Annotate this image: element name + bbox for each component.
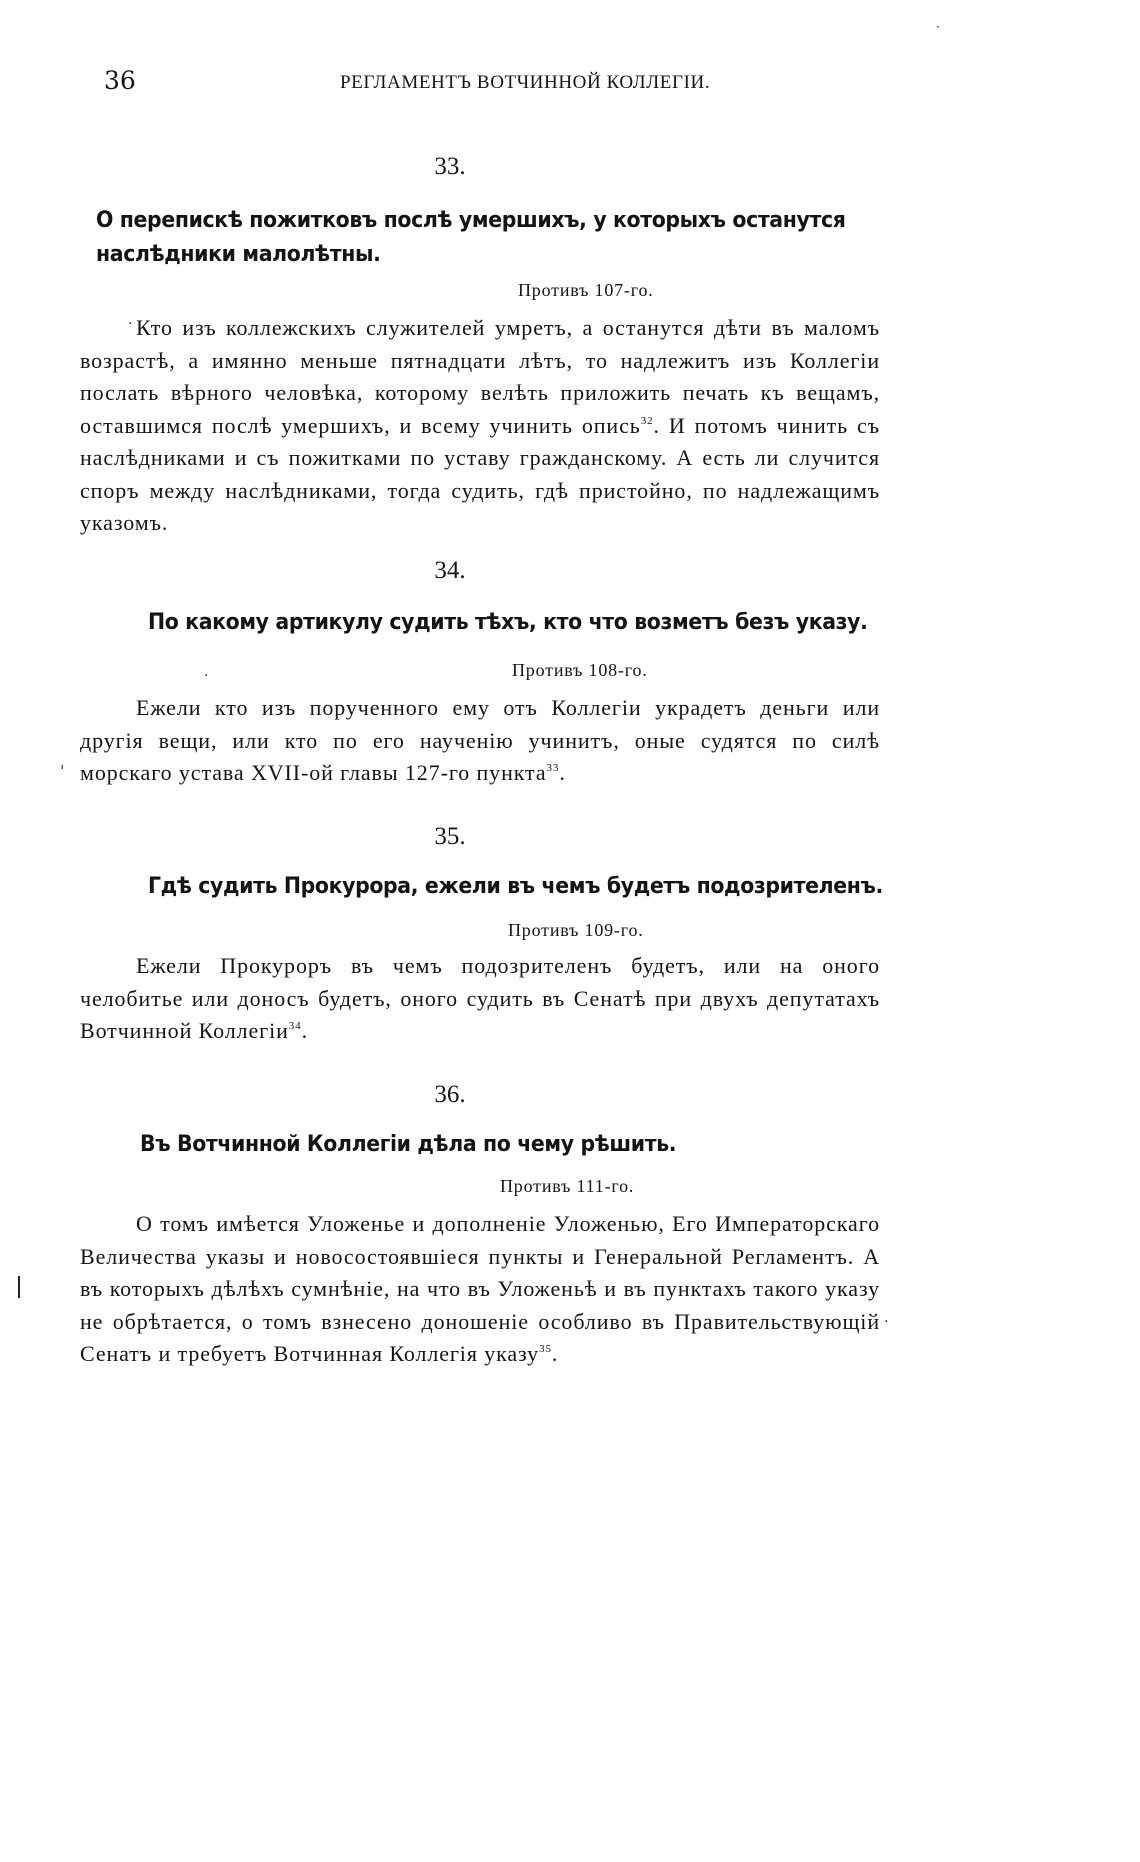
section-text-main: Ежели Прокуроръ въ чемъ подозрителенъ будетъ, или на оного челобитье или доносъ будетъ, оного судить въ Сенатѣ при двухъ депутатахъ Вотчинной Коллегіи (80, 953, 880, 1043)
section-reference: Противъ 111-го. (500, 1176, 635, 1196)
section-text-after: . (301, 1018, 308, 1043)
section-reference: Противъ 109-го. (508, 920, 644, 940)
section-text (80, 692, 880, 790)
section-number: 33. (434, 153, 466, 180)
footnote-ref: 35 (539, 1343, 552, 1355)
section-heading: Гдѣ судить Прокурора, ежели въ чемъ будетъ подозрителенъ. (148, 874, 883, 899)
section-36 (80, 1080, 900, 1371)
scan-dot-artifact: · (204, 668, 209, 684)
section-number: 36. (434, 1081, 466, 1108)
section-35 (80, 822, 900, 1048)
footnote-ref: 33 (546, 762, 560, 774)
page-number: 36 (104, 66, 136, 95)
scan-dot-artifact: · (128, 316, 133, 332)
running-title: РЕГЛАМЕНТЪ ВОТЧИННОЙ КОЛЛЕГІИ. (340, 72, 711, 93)
section-text-after: . (559, 760, 566, 785)
scan-dot-artifact: · (936, 20, 940, 34)
section-text-main: О томъ имѣется Уложенье и дополненіе Уложенью, Его Императорскаго Величества указы и новосостоявшіеся пункты и Генеральной Регламентъ. А въ которыхъ дѣлѣхъ сумнѣніе, на что въ Уложеньѣ и въ пунктахъ такого указу не обрѣтается, о томъ взнесено доношеніе особливо въ Правительствующій Сенатъ и требуетъ Вотчинная Коллегія указу (80, 1211, 880, 1366)
section-number: 34. (434, 557, 466, 584)
scan-tick-artifact: ˈ (60, 762, 65, 781)
footnote-ref: 34 (288, 1020, 302, 1032)
section-reference: Противъ 108-го. (512, 660, 648, 680)
section-text (80, 1208, 880, 1371)
scan-dot-artifact: · (884, 1314, 889, 1330)
section-text (80, 312, 880, 540)
footnote-ref: 32 (640, 414, 654, 427)
section-text-after: . И потомъ чинить съ наслѣдниками и съ пожитками по уставу гражданскому. А есть ли случится споръ между наслѣдниками, тогда судить, гдѣ пристойно, по надлежащимъ указомъ. (80, 412, 880, 535)
scan-line-artifact (18, 1276, 20, 1298)
section-heading: По какому артикулу судить тѣхъ, кто что возметъ безъ указу. (148, 610, 868, 635)
section-reference: Противъ 107-го. (518, 280, 654, 300)
section-text-main: Кто изъ коллежскихъ служителей умретъ, а останутся дѣти въ маломъ возрастѣ, а имянно меньше пятнадцати лѣтъ, то надлежитъ изъ Коллегіи послать вѣрного человѣка, которому велѣть приложить печать къ вещамъ, оставшимся послѣ умершихъ, и всему учинить опись (80, 315, 880, 438)
section-text-main: Ежели кто изъ порученного ему отъ Коллегіи украдетъ деньги или другія вещи, или кто по его наученію учинитъ, оные судятся по силѣ морскаго устава XVII-ой главы 127-го пункта (80, 695, 880, 785)
section-heading: О перепискѣ пожитковъ послѣ умершихъ, у которыхъ останутся наслѣдники малолѣтны. (96, 208, 846, 267)
section-heading: Въ Вотчинной Коллегіи дѣла по чему рѣшить. (140, 1132, 677, 1157)
section-34 (80, 556, 900, 790)
section-text (80, 950, 880, 1048)
section-text-after: . (551, 1341, 559, 1366)
running-head (0, 66, 960, 98)
section-33 (80, 152, 900, 540)
section-number: 35. (434, 823, 466, 850)
